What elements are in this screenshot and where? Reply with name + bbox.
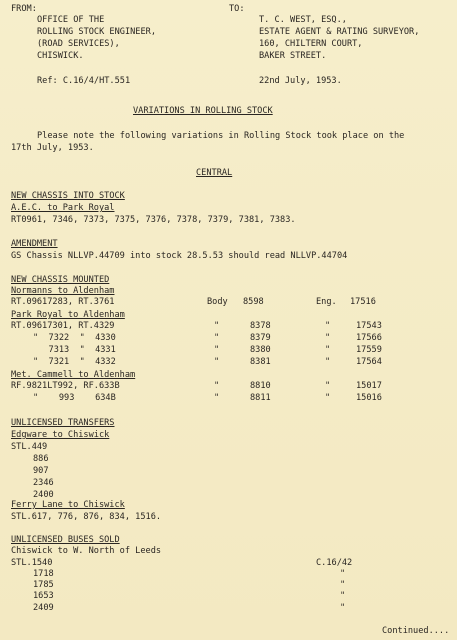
unlicensed-transfers-line2: STL.617, 776, 876, 834, 1516. [11, 512, 162, 522]
chassis-left: " 7322 " 4330 [33, 333, 116, 343]
transfer-item: 886 [33, 454, 49, 464]
body-label: " [214, 321, 220, 331]
chassis-left: RF.9821LT992, RF.633B [11, 381, 120, 391]
to-line-2: ESTATE AGENT & RATING SURVEYOR, [259, 27, 420, 37]
body-label: " [214, 333, 220, 343]
continued-footer: Continued.... [382, 626, 450, 636]
section-heading: CENTRAL [196, 168, 233, 178]
transfer-item: STL.449 [11, 442, 48, 452]
eng-number: 17543 [356, 321, 382, 331]
new-chassis-into-stock-list: RT0961, 7346, 7373, 7375, 7376, 7378, 7379, 7381, 7383. [11, 215, 296, 225]
reference: Ref: C.16/4/HT.551 [37, 76, 131, 86]
sold-item: 1718 [33, 569, 54, 579]
intro-line-1: Please note the following variations in Rolling Stock took place on the [37, 131, 405, 141]
unlicensed-transfers-sub2: Ferry Lane to Chiswick [11, 500, 125, 510]
new-chassis-mounted-heading: NEW CHASSIS MOUNTED [11, 275, 110, 285]
unlicensed-transfers-heading: UNLICENSED TRANSFERS [11, 418, 115, 428]
chassis-left: 7313 " 4331 [33, 345, 116, 355]
eng-label: " [325, 357, 331, 367]
from-line-1: OFFICE OF THE [37, 15, 105, 25]
body-number: 8811 [250, 393, 271, 403]
body-number: 8598 [243, 297, 264, 307]
to-label: TO: [229, 4, 245, 14]
eng-label: " [325, 381, 331, 391]
chassis-left: RT.09617283, RT.3761 [11, 297, 115, 307]
new-chassis-into-stock-heading: NEW CHASSIS INTO STOCK [11, 191, 125, 201]
body-number: 8810 [250, 381, 271, 391]
to-line-3: 160, CHILTERN COURT, [259, 39, 363, 49]
from-line-4: CHISWICK. [37, 51, 84, 61]
sold-item: STL.1540 [11, 558, 53, 568]
new-chassis-into-stock-sub: A.E.C. to Park Royal [11, 203, 115, 213]
to-line-4: BAKER STREET. [259, 51, 327, 61]
transfer-item: 907 [33, 466, 49, 476]
eng-number: 17566 [356, 333, 382, 343]
body-label: Body [207, 297, 228, 307]
eng-number: 15016 [356, 393, 382, 403]
eng-label: " [325, 345, 331, 355]
from-line-3: (ROAD SERVICES), [37, 39, 120, 49]
from-line-2: ROLLING STOCK ENGINEER, [37, 27, 156, 37]
unlicensed-buses-sold-sub: Chiswick to W. North of Leeds [11, 546, 162, 556]
body-label: " [214, 381, 220, 391]
body-number: 8379 [250, 333, 271, 343]
eng-number: 17516 [350, 297, 376, 307]
body-number: 8381 [250, 357, 271, 367]
eng-number: 17559 [356, 345, 382, 355]
to-line-1: T. C. WEST, ESQ., [259, 15, 347, 25]
group-sub: Met. Cammell to Aldenham [11, 370, 136, 380]
body-label: " [214, 393, 220, 403]
eng-label: " [325, 393, 331, 403]
group-sub: Park Royal to Aldenham [11, 310, 125, 320]
unlicensed-transfers-sub1: Edgware to Chiswick [11, 430, 110, 440]
group-sub: Normanns to Aldenham [11, 286, 115, 296]
sold-ref: " [340, 580, 346, 590]
body-number: 8378 [250, 321, 271, 331]
transfer-item: 2400 [33, 490, 54, 500]
amendment-heading: AMENDMENT [11, 239, 58, 249]
body-number: 8380 [250, 345, 271, 355]
intro-line-2: 17th July, 1953. [11, 143, 94, 153]
unlicensed-buses-sold-heading: UNLICENSED BUSES SOLD [11, 535, 120, 545]
transfer-item: 2346 [33, 478, 54, 488]
eng-label: Eng. [316, 297, 337, 307]
body-label: " [214, 345, 220, 355]
sold-item: 1653 [33, 591, 54, 601]
eng-label: " [325, 321, 331, 331]
sold-item: 1785 [33, 580, 54, 590]
chassis-left: " 993 634B [33, 393, 116, 403]
chassis-left: RT.09617301, RT.4329 [11, 321, 115, 331]
sold-ref: " [340, 591, 346, 601]
eng-number: 17564 [356, 357, 382, 367]
amendment-line: GS Chassis NLLVP.44709 into stock 28.5.53 should read NLLVP.44704 [11, 251, 348, 261]
chassis-left: " 7321 " 4332 [33, 357, 116, 367]
sold-ref: C.16/42 [316, 558, 353, 568]
eng-label: " [325, 333, 331, 343]
sold-ref: " [340, 603, 346, 613]
eng-number: 15017 [356, 381, 382, 391]
sold-item: 2409 [33, 603, 54, 613]
document-title: VARIATIONS IN ROLLING STOCK [133, 106, 273, 116]
body-label: " [214, 357, 220, 367]
from-label: FROM: [11, 4, 37, 14]
sold-ref: " [340, 569, 346, 579]
date: 22nd July, 1953. [259, 76, 342, 86]
